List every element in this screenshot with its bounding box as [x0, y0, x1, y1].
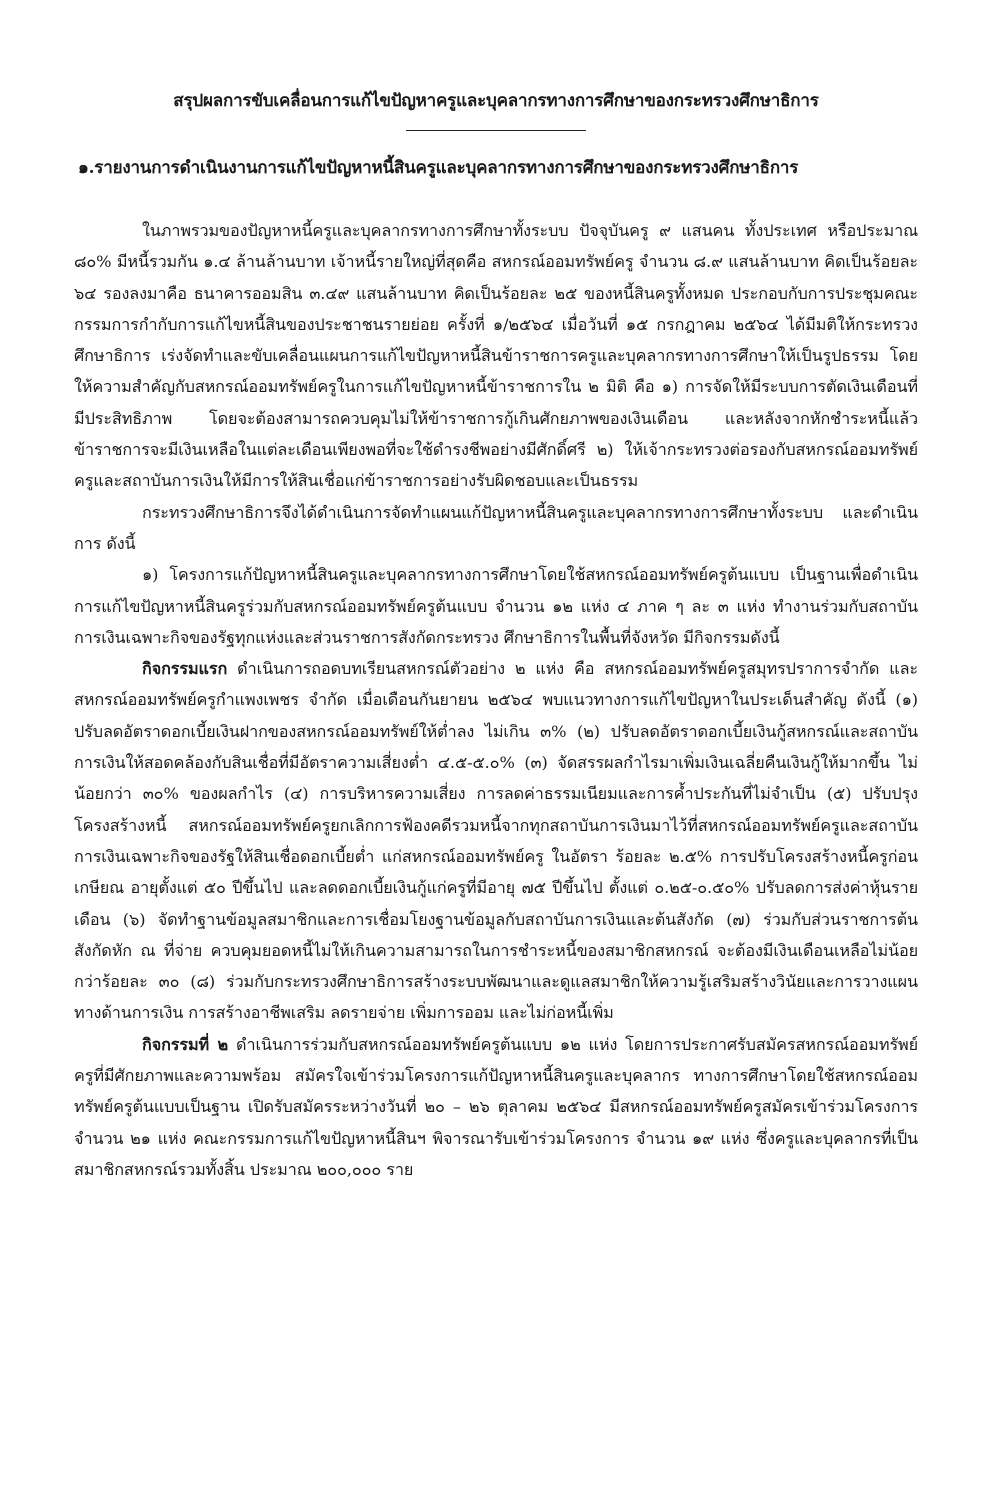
paragraph-text: ดำเนินการถอดบทเรียนสหกรณ์ตัวอย่าง ๒ แห่ง คือ สหกรณ์ออมทรัพย์ครูสมุทรปราการจำกัด และสหกรณ์ออมทรัพย์ครูกำแพงเพชร จำกัด เมื่อเดือนกันยายน ๒๕๖๔ พบแนวทางการแก้ไขปัญหาในประเด็นสำคัญ ดังนี้ (๑) ปรับลดอัตราดอกเบี้ยเงินฝากของสหกรณ์ออมทรัพย์ให้ต่ำลง ไม่เกิน ๓% (๒) ปรับลดอัตราดอกเบี้ยเงินกู้สหกรณ์และสถาบันการเงินให้สอดคล้องกับสินเชื่อที่มีอัตราความเสี่ยงต่ำ ๔.๕-๕.๐% (๓) จัดสรรผลกำไรมาเพิ่มเงินเฉลี่ยคืนเงินกู้ให้มากขึ้น ไม่น้อยกว่า ๓๐% ของผลกำไร (๔) การบริหารความเสี่ยง การลดค่าธรรมเนียมและการค้ำประกันที่ไม่จำเป็น (๕) ปรับปรุงโครงสร้างหนี้ สหกรณ์ออมทรัพย์ครูยกเลิกการฟ้องคดีรวมหนี้จากทุกสถาบันการเงินมาไว้ที่สหกรณ์ออมทรัพย์ครูและสถาบันการเงินเฉพาะกิจของรัฐให้สินเชื่อดอกเบี้ยต่ำ แก่สหกรณ์ออมทรัพย์ครู ในอัตรา ร้อยละ ๒.๕% การปรับโครงสร้างหนี้ครูก่อนเกษียณ อายุตั้งแต่ ๕๐ ปีขึ้นไป และลดดอกเบี้ยเงินกู้แก่ครูที่มีอายุ ๗๕ ปีขึ้นไป ตั้งแต่ ๐.๒๕-๐.๕๐% ปรับลดการส่งค่าหุ้นรายเดือน (๖) จัดทำฐานข้อมูลสมาชิกและการเชื่อมโยงฐานข้อมูลกับสถาบันการเงินและต้นสังกัด (๗) ร่วมกับส่วนราชการต้นสังกัดหัก ณ ที่จ่าย ควบคุมยอดหนี้ไม่ให้เกินความสามารถในการชำระหนี้ของสมาชิกสหกรณ์ จะต้องมีเงินเดือนเหลือไม่น้อยกว่าร้อยละ ๓๐ (๘) ร่วมกับกระทรวงศึกษาธิการสร้างระบบพัฒนาและดูแลสมาชิกให้ความรู้เสริมสร้างวินัยและการวางแผนทางด้านการเงิน การสร้างอาชีพเสริม ลดรายจ่าย เพิ่มการออม และไม่ก่อหนี้เพิ่ม [74, 659, 918, 1023]
title-divider [406, 130, 586, 131]
section-heading: ๑.รายงานการดำเนินงานการแก้ไขปัญหาหนี้สินครูและบุคลากรทางการศึกษาของกระทรวงศึกษาธิการ [78, 158, 799, 178]
paragraph-text: ๑) โครงการแก้ปัญหาหนี้สินครูและบุคลากรทางการศึกษาโดยใช้สหกรณ์ออมทรัพย์ครูต้นแบบ เป็นฐานเพื่อดำเนินการแก้ไขปัญหาหนี้สินครูร่วมกับสหกรณ์ออมทรัพย์ครูต้นแบบ จำนวน ๑๒ แห่ง ๔ ภาค ๆ ละ ๓ แห่ง ทำงานร่วมกับสถาบันการเงินเฉพาะกิจของรัฐทุกแห่งและส่วนราชการสังกัดกระทรวง ศึกษาธิการในพื้นที่จังหวัด มีกิจกรรมดังนี้ [74, 565, 918, 647]
paragraph-lead: กิจกรรมที่ ๒ [142, 1034, 229, 1054]
paragraph-overview [74, 215, 918, 497]
paragraph-project-1 [74, 559, 918, 653]
paragraph-lead: กิจกรรมแรก [142, 659, 228, 679]
document-title: สรุปผลการขับเคลื่อนการแก้ไขปัญหาครูและบุคลากรทางการศึกษาของกระทรวงศึกษาธิการ [173, 91, 819, 111]
paragraph-activity-first [74, 653, 918, 1029]
document-body [74, 215, 918, 1185]
paragraph-text: ดำเนินการร่วมกับสหกรณ์ออมทรัพย์ครูต้นแบบ ๑๒ แห่ง โดยการประกาศรับสมัครสหกรณ์ออมทรัพย์ครูที่มีศักยภาพและความพร้อม สมัครใจเข้าร่วมโครงการแก้ปัญหาหนี้สินครูและบุคลากร ทางการศึกษาโดยใช้สหกรณ์ออมทรัพย์ครูต้นแบบเป็นฐาน เปิดรับสมัครระหว่างวันที่ ๒๐ – ๒๖ ตุลาคม ๒๕๖๔ มีสหกรณ์ออมทรัพย์ครูสมัครเข้าร่วมโครงการ จำนวน ๒๑ แห่ง คณะกรรมการแก้ไขปัญหาหนี้สินฯ พิจารณารับเข้าร่วมโครงการ จำนวน ๑๙ แห่ง ซึ่งครูและบุคลากรที่เป็นสมาชิกสหกรณ์รวมทั้งสิ้น ประมาณ ๒๐๐,๐๐๐ ราย [74, 1034, 918, 1179]
paragraph-text: ในภาพรวมของปัญหาหนี้ครูและบุคลากรทางการศึกษาทั้งระบบ ปัจจุบันครู ๙ แสนคน ทั้งประเทศ หรือประมาณ ๘๐% มีหนี้รวมกัน ๑.๔ ล้านล้านบาท เจ้าหนี้รายใหญ่ที่สุดคือ สหกรณ์ออมทรัพย์ครู จำนวน ๘.๙ แสนล้านบาท คิดเป็นร้อยละ ๖๔ รองลงมาคือ ธนาคารออมสิน ๓.๔๙ แสนล้านบาท คิดเป็นร้อยละ ๒๕ ของหนี้สินครูทั้งหมด ประกอบกับการประชุมคณะกรรมการกำกับการแก้ไขหนี้สินของประชาชนรายย่อย ครั้งที่ ๑/๒๕๖๔ เมื่อวันที่ ๑๕ กรกฎาคม ๒๕๖๔ ได้มีมติให้กระทรวงศึกษาธิการ เร่งจัดทำและขับเคลื่อนแผนการแก้ไขปัญหาหนี้สินข้าราชการครูและบุคลากรทางการศึกษาให้เป็นรูปธรรม โดยให้ความสำคัญกับสหกรณ์ออมทรัพย์ครูในการแก้ไขปัญหาหนี้ข้าราชการใน ๒ มิติ คือ ๑) การจัดให้มีระบบการตัดเงินเดือนที่มีประสิทธิภาพ โดยจะต้องสามารถควบคุมไม่ให้ข้าราชการกู้เกินศักยภาพของเงินเดือน และหลังจากหักชำระหนี้แล้วข้าราชการจะมีเงินเหลือในแต่ละเดือนเพียงพอที่จะใช้ดำรงชีพอย่างมีศักดิ์ศรี ๒) ให้เจ้ากระทรวงต่อรองกับสหกรณ์ออมทรัพย์ครูและสถาบันการเงินให้มีการให้สินเชื่อแก่ข้าราชการอย่างรับผิดชอบและเป็นธรรม [74, 221, 918, 491]
paragraph-text: กระทรวงศึกษาธิการจึงได้ดำเนินการจัดทำแผนแก้ปัญหาหนี้สินครูและบุคลากรทางการศึกษาทั้งระบบ และดำเนินการ ดังนี้ [74, 502, 918, 553]
paragraph-activity-second [74, 1029, 918, 1185]
paragraph-plan-intro [74, 497, 918, 560]
